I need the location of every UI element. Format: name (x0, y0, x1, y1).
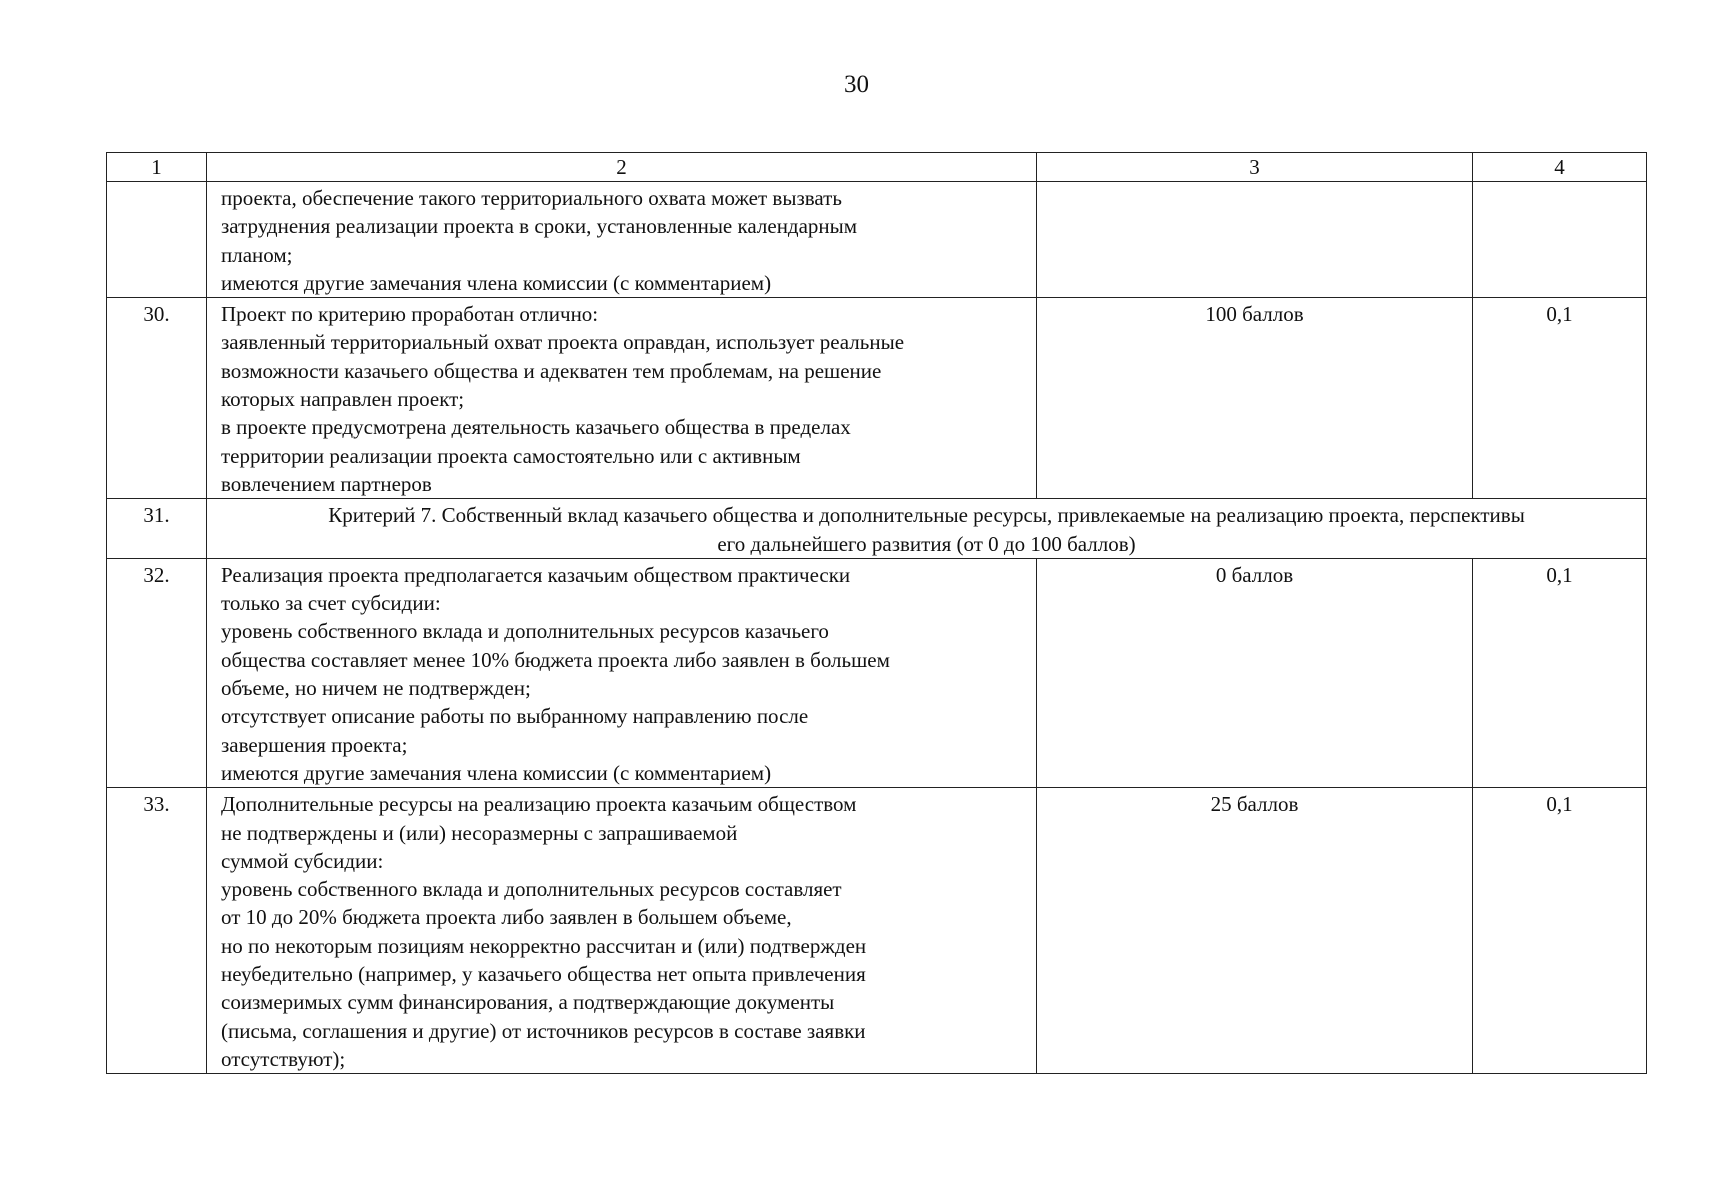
description-line: не подтверждены и (или) несоразмерны с запрашиваемой (221, 820, 738, 845)
row-score: 100 баллов (1037, 298, 1473, 499)
row-description (207, 788, 1037, 1074)
column-header-4: 4 (1473, 153, 1647, 182)
description-line: Реализация проекта предполагается казачьим обществом практически (221, 562, 851, 587)
row-weight: 0,1 (1473, 558, 1647, 787)
description-line: но по некоторым позициям некорректно рассчитан и (или) подтвержден (221, 933, 867, 958)
table-row-30 (107, 298, 1647, 499)
row-weight: 0,1 (1473, 788, 1647, 1074)
description-line: вовлечением партнеров (221, 471, 432, 496)
column-header-2: 2 (207, 153, 1037, 182)
description-line: суммой субсидии: (221, 848, 384, 873)
description-line: проекта, обеспечение такого территориального охвата может вызвать (221, 186, 842, 210)
table-row-31 (107, 499, 1647, 559)
row-number-cell (107, 182, 207, 298)
row-description (207, 298, 1037, 499)
row-score: 0 баллов (1037, 558, 1473, 787)
description-line: объеме, но ничем не подтвержден; (221, 676, 531, 701)
description-line: завершения проекта; (221, 732, 408, 757)
description-line: Проект по критерию проработан отлично: (221, 302, 599, 327)
row-number: 32. (107, 558, 207, 787)
row-weight: 0,1 (1473, 298, 1647, 499)
description-line: территории реализации проекта самостоятельно или с активным (221, 443, 801, 468)
description-line: которых направлен проект; (221, 387, 465, 412)
column-header-3: 3 (1037, 153, 1473, 182)
table-row-33 (107, 788, 1647, 1074)
criterion-heading (207, 499, 1647, 559)
description-line: уровень собственного вклада и дополнительных ресурсов составляет (221, 877, 842, 902)
description-line: отсутствует описание работы по выбранному направлению после (221, 704, 809, 729)
description-line: от 10 до 20% бюджета проекта либо заявлен в большем объеме, (221, 905, 792, 930)
description-line: затруднения реализации проекта в сроки, установленные календарным (221, 214, 858, 239)
description-line: имеются другие замечания члена комиссии (с комментарием) (221, 270, 772, 295)
description-line: уровень собственного вклада и дополнительных ресурсов казачьего (221, 619, 829, 644)
row-number: 33. (107, 788, 207, 1074)
description-line: заявленный территориальный охват проекта оправдан, использует реальные (221, 330, 905, 355)
description-line: Дополнительные ресурсы на реализацию проекта казачьим обществом (221, 792, 857, 817)
row-description (207, 182, 1037, 298)
row-score: 25 баллов (1037, 788, 1473, 1074)
description-line: общества составляет менее 10% бюджета проекта либо заявлен в большем (221, 647, 890, 672)
table-row-32 (107, 558, 1647, 787)
description-line: неубедительно (например, у казачьего общества нет опыта привлечения (221, 962, 866, 987)
table-row-continuation (107, 182, 1647, 298)
description-line: возможности казачьего общества и адекватен тем проблемам, на решение (221, 358, 882, 383)
description-line: только за счет субсидии: (221, 591, 441, 616)
description-line: отсутствуют); (221, 1046, 346, 1071)
description-line: (письма, соглашения и другие) от источников ресурсов в составе заявки (221, 1018, 866, 1043)
description-line: в проекте предусмотрена деятельность казачьего общества в пределах (221, 415, 851, 440)
description-line: планом; (221, 242, 293, 267)
row-number: 30. (107, 298, 207, 499)
description-line: соизмеримых сумм финансирования, а подтверждающие документы (221, 990, 835, 1015)
row-score (1037, 182, 1473, 298)
row-description (207, 558, 1037, 787)
criteria-table (106, 152, 1647, 1074)
row-weight (1473, 182, 1647, 298)
row-number: 31. (107, 499, 207, 559)
criterion-heading-line: Критерий 7. Собственный вклад казачьего общества и дополнительные ресурсы, привлекаемые на реализацию проекта, перспективы (328, 503, 1525, 528)
description-line: имеются другие замечания члена комиссии (с комментарием) (221, 760, 772, 785)
page-number: 30 (844, 71, 869, 98)
column-header-1: 1 (107, 153, 207, 182)
table-header-row (107, 153, 1647, 182)
criterion-heading-line: его дальнейшего развития (от 0 до 100 баллов) (717, 531, 1136, 556)
